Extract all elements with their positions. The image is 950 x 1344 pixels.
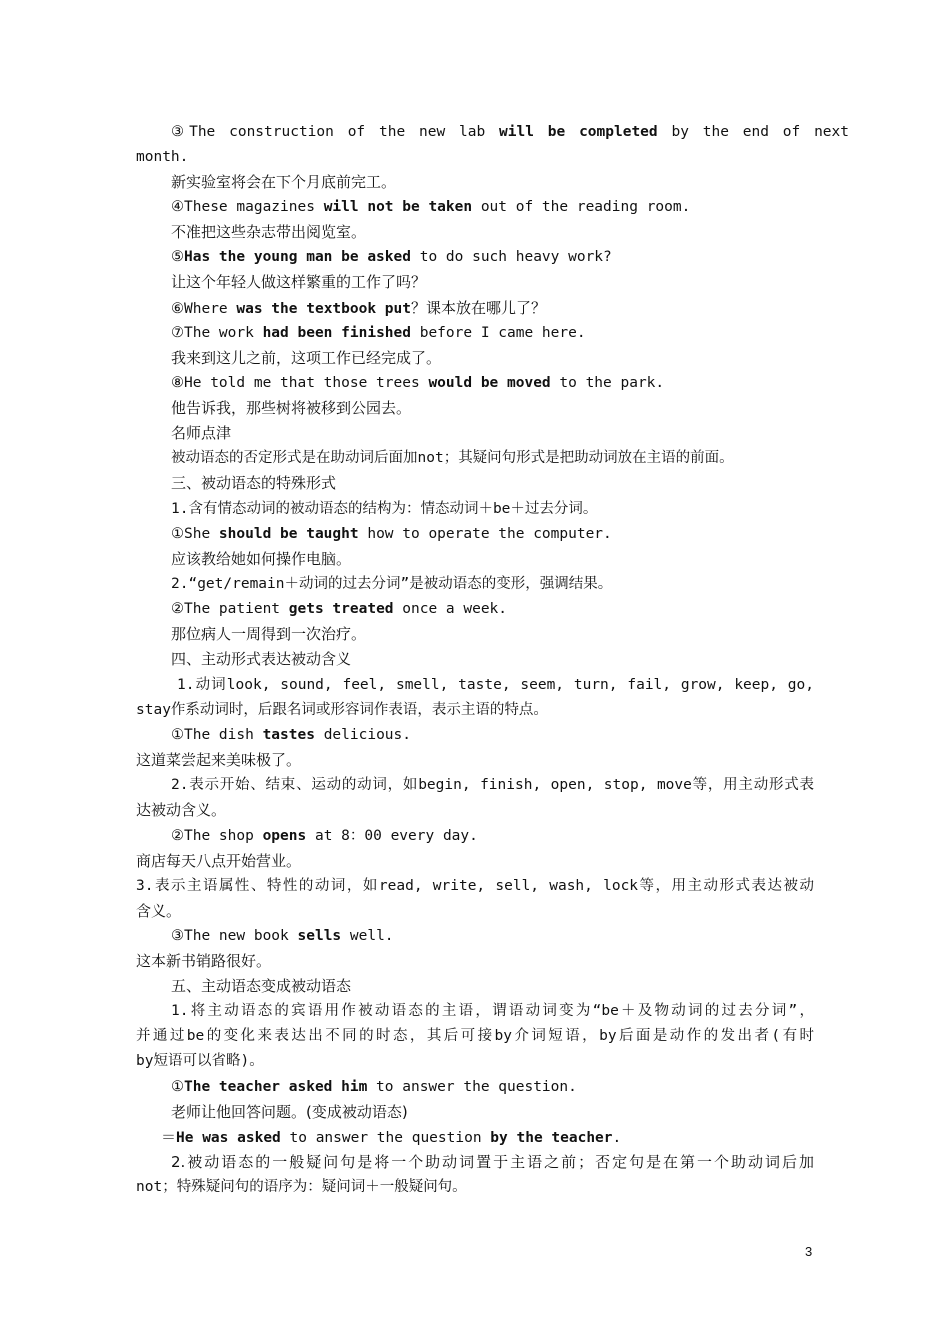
text-run: 名师点津	[171, 424, 232, 442]
bold-phrase: The teacher asked him	[184, 1079, 368, 1095]
text-line	[171, 999, 814, 1024]
text-run: ⑧He told me that those trees	[171, 375, 429, 391]
text-run: 我来到这儿之前，这项工作已经完成了。	[171, 349, 442, 367]
text-run: month.	[136, 149, 189, 165]
text-line	[136, 748, 301, 773]
text-line	[171, 924, 394, 949]
text-run: ＝	[161, 1128, 177, 1146]
text-line	[136, 849, 301, 874]
text-line	[171, 497, 597, 522]
text-run: ③The construction of the new lab	[171, 124, 500, 140]
text-run: ⑤	[171, 249, 184, 265]
text-run: 不准把这些杂志带出阅览室。	[171, 223, 367, 241]
text-line	[171, 245, 612, 270]
text-line	[171, 446, 734, 471]
text-line	[171, 296, 546, 321]
text-line	[171, 471, 336, 496]
text-line	[171, 647, 351, 672]
text-run: 这本新书销路很好。	[136, 952, 272, 970]
text-run: 那位病人一周得到一次治疗。	[171, 625, 367, 643]
text-line	[171, 974, 351, 999]
text-run: well.	[341, 928, 394, 944]
text-run: 2.表示开始、结束、运动的动词，如begin, finish, open, stop, move等，用主动形式表	[171, 777, 814, 793]
text-line	[171, 170, 396, 195]
text-line	[161, 1125, 621, 1150]
text-line	[171, 421, 231, 446]
bold-phrase: opens	[262, 828, 307, 844]
text-run: 五、主动语态变成被动语态	[171, 977, 352, 995]
bold-phrase: was the textbook put	[236, 301, 411, 317]
page-number: 3	[805, 1244, 813, 1259]
text-run: 1.将主动语态的宾语用作被动语态的主语，谓语动词变为“be＋及物动词的过去分词”，	[171, 1003, 814, 1019]
text-run: 3.表示主语属性、特性的动词，如read, write, sell, wash, lock等，用主动形式表达被动	[136, 878, 814, 894]
text-line	[171, 597, 507, 622]
text-run: 他告诉我，那些树将被移到公园去。	[171, 399, 412, 417]
text-run: 1.含有情态动词的被动语态的结构为：情态动词＋be＋过去分词。	[171, 501, 598, 517]
text-run: delicious.	[314, 727, 411, 743]
text-line	[171, 270, 426, 295]
text-line	[171, 773, 814, 798]
text-run: ④These magazines	[171, 199, 324, 215]
text-run: 含义。	[136, 902, 182, 920]
text-run: .	[612, 1130, 622, 1146]
bold-phrase: sells	[297, 928, 342, 944]
bold-phrase: Has the young man be asked	[184, 249, 411, 265]
text-line	[171, 522, 612, 547]
text-run: ①She	[171, 526, 219, 542]
text-line	[171, 120, 849, 145]
text-line	[171, 346, 441, 371]
text-line	[136, 1175, 467, 1200]
text-run: ①	[171, 1079, 184, 1095]
text-line	[136, 899, 181, 924]
text-line	[171, 1075, 577, 1100]
text-run: ⑦The work	[171, 325, 263, 341]
text-run: out of the reading room.	[472, 199, 691, 215]
text-run: 新实验室将会在下个月底前完工。	[171, 173, 397, 191]
text-run: 让这个年轻人做这样繁重的工作了吗？	[171, 273, 427, 291]
text-run: 2.被动语态的一般疑问句是将一个助动词置于主语之前；否定句是在第一个助动词后加	[171, 1153, 814, 1171]
text-run: ⑥Where	[171, 301, 237, 317]
text-line	[136, 145, 188, 170]
bold-phrase: had been finished	[262, 325, 411, 341]
text-line	[177, 673, 814, 698]
text-run: ③The new book	[171, 928, 298, 944]
text-run: 老师让他回答问题。(变成被动语态)	[171, 1103, 408, 1121]
text-line	[171, 396, 411, 421]
text-line	[171, 572, 612, 597]
text-line	[171, 622, 366, 647]
bold-phrase: would be moved	[428, 375, 551, 391]
text-line	[171, 1150, 814, 1175]
text-run: stay作系动词时，后跟名词或形容词作表语，表示主语的特点。	[136, 702, 548, 718]
text-line	[136, 798, 226, 823]
bold-phrase: gets treated	[288, 601, 394, 617]
text-run: 三、被动语态的特殊形式	[171, 474, 337, 492]
text-run: at 8：00 every day.	[306, 828, 478, 844]
text-run: by the end of next	[657, 124, 849, 140]
text-line	[136, 1024, 814, 1049]
text-run: ②The shop	[171, 828, 263, 844]
bold-phrase: will not be taken	[323, 199, 473, 215]
text-line	[171, 371, 664, 396]
text-run: to the park.	[550, 375, 665, 391]
text-run: 四、主动形式表达被动含义	[171, 650, 352, 668]
text-line	[171, 547, 351, 572]
text-run: to answer the question	[280, 1130, 491, 1146]
text-line	[171, 321, 586, 346]
text-run: before I came here.	[410, 325, 586, 341]
text-line	[136, 1049, 264, 1074]
text-run: 达被动含义。	[136, 801, 227, 819]
text-run: not；特殊疑问句的语序为：疑问词＋一般疑问句。	[136, 1179, 467, 1195]
text-run: 这道菜尝起来美味极了。	[136, 751, 302, 769]
text-run: 应该教给她如何操作电脑。	[171, 550, 352, 568]
text-run: 商店每天八点开始营业。	[136, 852, 302, 870]
text-run: once a week.	[393, 601, 508, 617]
text-run: 并通过be的变化来表达出不同的时态，其后可接by介词短语，by后面是动作的发出者(有时	[136, 1028, 814, 1044]
text-run: to answer the question.	[367, 1079, 577, 1095]
text-run: by短语可以省略)。	[136, 1053, 264, 1069]
text-run: ？课本放在哪儿了？	[411, 299, 547, 317]
text-run: 2.“get/remain＋动词的过去分词”是被动语态的变形，强调结果。	[171, 576, 613, 592]
text-line	[171, 824, 478, 849]
bold-phrase: by the teacher	[490, 1130, 613, 1146]
text-line	[171, 220, 366, 245]
bold-phrase: tastes	[262, 727, 315, 743]
text-run: 被动语态的否定形式是在助动词后面加not；其疑问句形式是把助动词放在主语的前面。	[171, 450, 734, 466]
text-line	[136, 874, 814, 899]
text-run: to do such heavy work?	[410, 249, 612, 265]
text-run: 1.动词look, sound, feel, smell, taste, seem, turn, fail, grow, keep, go,	[177, 677, 814, 693]
bold-phrase: should be taught	[218, 526, 359, 542]
text-run: how to operate the computer.	[358, 526, 612, 542]
bold-phrase: He was asked	[176, 1130, 281, 1146]
text-run: ②The patient	[171, 601, 289, 617]
text-line	[171, 1100, 408, 1125]
text-line	[136, 698, 548, 723]
text-line	[171, 195, 690, 220]
text-line	[136, 949, 271, 974]
text-line	[171, 723, 411, 748]
text-run: ①The dish	[171, 727, 263, 743]
bold-phrase: will be completed	[499, 124, 658, 140]
